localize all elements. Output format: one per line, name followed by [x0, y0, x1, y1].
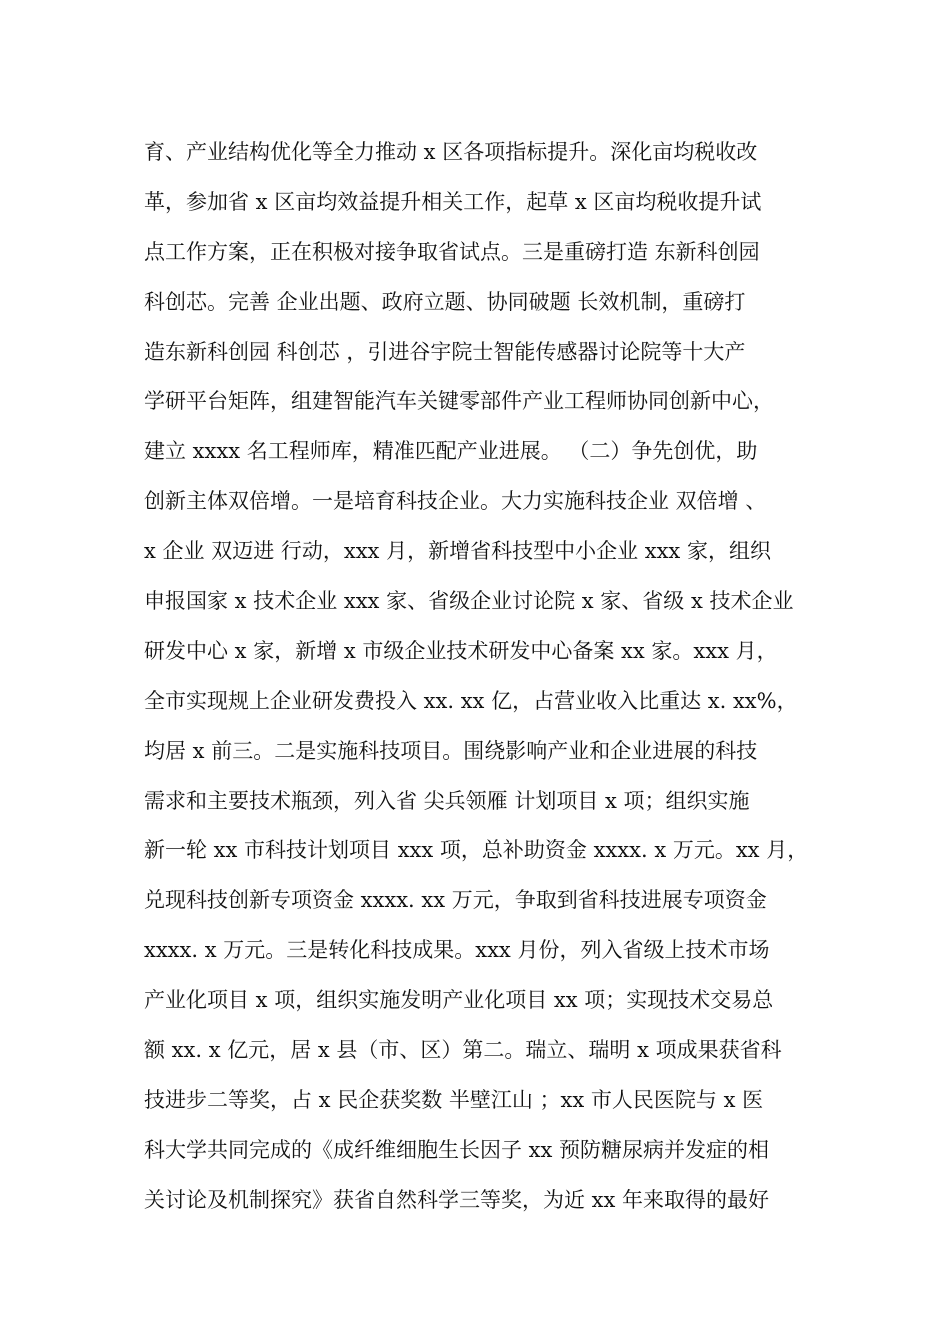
text-line-10: 申报国家 x 技术企业 xxx 家、省级企业讨论院 x 家、省级 x 技术企业 [144, 589, 794, 614]
text-line-21: 科大学共同完成的《成纤维细胞生长因子 xx 预防糖尿病并发症的相 [144, 1137, 770, 1162]
text-line-4: 科创芯。完善 企业出题、政府立题、协同破题 长效机制，重磅打 [144, 289, 746, 314]
text-line-14: 需求和主要技术瓶颈，列入省 尖兵领雁 计划项目 x 项；组织实施 [144, 788, 750, 813]
text-line-11: 研发中心 x 家，新增 x 市级企业技术研发中心备案 xx 家。xxx 月， [144, 638, 778, 663]
text-line-18: 产业化项目 x 项，组织实施发明产业化项目 xx 项；实现技术交易总 [144, 988, 774, 1013]
text-line-8: 创新主体双倍增。一是培育科技企业。大力实施科技企业 双倍增 、 [144, 489, 767, 514]
text-line-12: 全市实现规上企业研发费投入 xx. xx 亿，占营业收入比重达 x. xx%， [144, 688, 798, 713]
text-line-5: 造东新科创园 科创芯 ，引进谷宇院士智能传感器讨论院等十大产 [144, 339, 746, 364]
text-line-15: 新一轮 xx 市科技计划项目 xxx 项，总补助资金 xxxx. x 万元。xx 月， [144, 838, 809, 863]
text-line-3: 点工作方案，正在积极对接争取省试点。三是重磅打造 东新科创园 [144, 239, 760, 264]
text-line-20: 技进步二等奖，占 x 民企获奖数 半壁江山 ；xx 市人民医院与 x 医 [144, 1087, 764, 1112]
text-line-19: 额 xx. x 亿元，居 x 县（市、区）第二。瑞立、瑞明 x 项成果获省科 [144, 1038, 782, 1063]
text-line-6: 学研平台矩阵，组建智能汽车关键零部件产业工程师协同创新中心， [144, 389, 774, 414]
text-line-13: 均居 x 前三。二是实施科技项目。围绕影响产业和企业进展的科技 [144, 738, 758, 763]
text-line-22: 关讨论及机制探究》获省自然科学三等奖，为近 xx 年来取得的最好 [144, 1187, 770, 1212]
text-line-7: 建立 xxxx 名工程师库，精准匹配产业进展。 （二）争先创优，助 [144, 439, 758, 464]
body-text [144, 128, 824, 1226]
text-line-9: x 企业 双迈进 行动，xxx 月，新增省科技型中小企业 xxx 家，组织 [144, 539, 771, 564]
text-line-17: xxxx. x 万元。三是转化科技成果。xxx 月份，列入省级上技术市场 [144, 938, 770, 963]
text-line-1: 育、产业结构优化等全力推动 x 区各项指标提升。深化亩均税收改 [144, 140, 758, 164]
text-line-16: 兑现科技创新专项资金 xxxx. xx 万元，争取到省科技进展专项资金 [144, 888, 767, 913]
text-line-2: 革，参加省 x 区亩均效益提升相关工作，起草 x 区亩均税收提升试 [144, 189, 762, 214]
